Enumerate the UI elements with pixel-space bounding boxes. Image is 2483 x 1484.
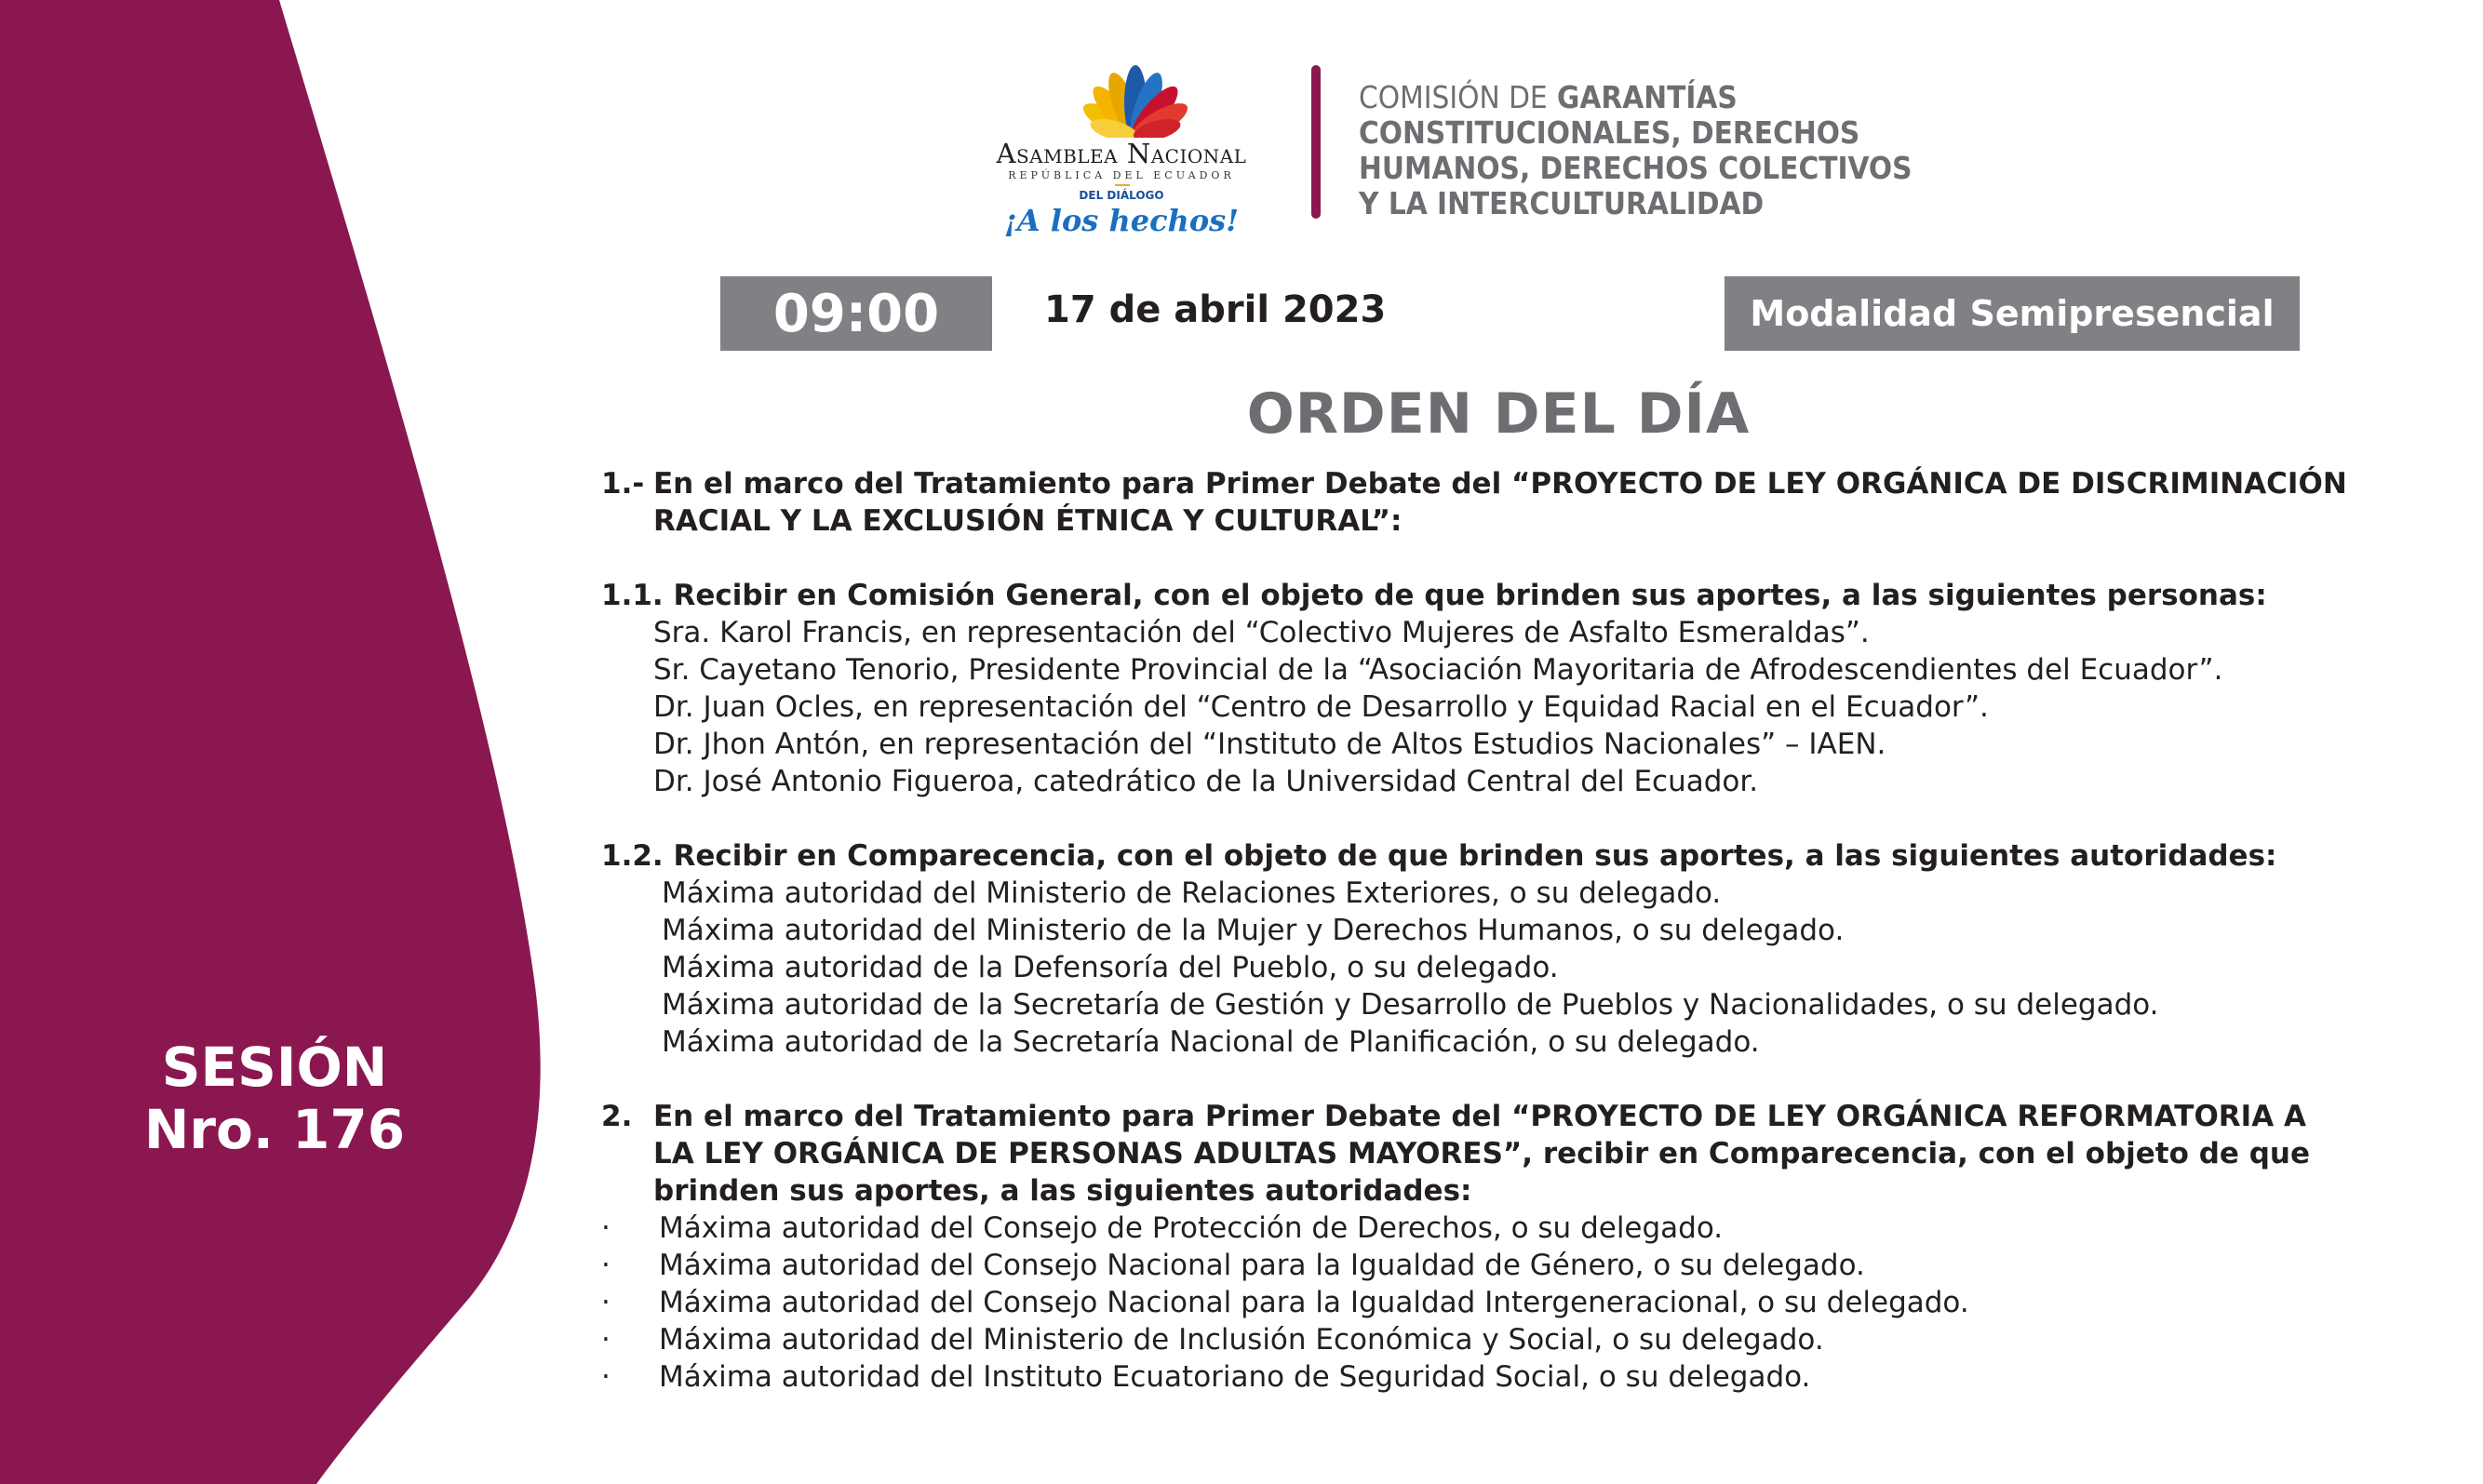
list-item: Sr. Cayetano Tenorio, Presidente Provincial de la “Asociación Mayoritaria de Afrodescendientes del Ecuador”.: [653, 653, 2223, 687]
commission-name: [1359, 80, 1936, 221]
agenda-subitem-1-1: 1.1. Recibir en Comisión General, con el objeto de que brinden sus aportes, a las siguientes personas:: [601, 579, 2267, 612]
agenda-item-text: LA LEY ORGÁNICA DE PERSONAS ADULTAS MAYORES”, recibir en Comparecencia, con el objeto de que: [653, 1137, 2310, 1170]
commission-line2: CONSTITUCIONALES, DERECHOS: [1359, 114, 1860, 151]
bullet: ·: [601, 1286, 611, 1319]
list-item: [601, 1247, 2425, 1284]
agenda-item-1: [601, 465, 2425, 502]
list-item: Dr. Juan Ocles, en representación del “Centro de Desarrollo y Equidad Racial en el Ecuador”.: [653, 690, 1989, 724]
list-item-text: Máxima autoridad del Ministerio de Inclusión Económica y Social, o su delegado.: [659, 1323, 1824, 1357]
time-badge: 09:00: [720, 276, 992, 351]
agenda-item-text: En el marco del Tratamiento para Primer Debate del “PROYECTO DE LEY ORGÁNICA DE DISCRIMINACIÓN: [653, 467, 2347, 501]
list-item: Máxima autoridad del Ministerio de Relaciones Exteriores, o su delegado.: [662, 876, 1722, 910]
header-divider: [1311, 65, 1321, 219]
list-item: Máxima autoridad del Ministerio de la Mujer y Derechos Humanos, o su delegado.: [662, 914, 1845, 947]
bullet: ·: [601, 1323, 611, 1357]
agenda-subitem-1-2: 1.2. Recibir en Comparecencia, con el objeto de que brinden sus aportes, a las siguientes autoridades:: [601, 839, 2277, 873]
item2-authorities-list: [601, 1210, 2425, 1396]
modality-badge: Modalidad Semipresencial: [1725, 276, 2300, 351]
people-list: [601, 614, 2425, 800]
list-item-text: Máxima autoridad del Consejo Nacional para la Igualdad Intergeneracional, o su delegado.: [659, 1286, 1969, 1319]
list-item-text: Máxima autoridad del Consejo Nacional para la Igualdad de Género, o su delegado.: [659, 1249, 1865, 1282]
list-item: [601, 1321, 2425, 1358]
side-panel-shape: [0, 0, 558, 1484]
agenda-title: ORDEN DEL DÍA: [1246, 381, 1751, 447]
list-item: Sra. Karol Francis, en representación del “Colectivo Mujeres de Asfalto Esmeraldas”.: [653, 616, 1870, 649]
list-item: Dr. Jhon Antón, en representación del “Instituto de Altos Estudios Nacionales” – IAEN.: [653, 728, 1886, 761]
list-item: Máxima autoridad de la Secretaría de Gestión y Desarrollo de Pueblos y Nacionalidades, o su delegado.: [662, 988, 2159, 1022]
logo-rule: [1115, 184, 1130, 186]
asamblea-logo: [968, 63, 1275, 238]
agenda-item-text: RACIAL Y LA EXCLUSIÓN ÉTNICA Y CULTURAL”:: [653, 504, 1403, 538]
logo-dialogo: DEL DIÁLOGO: [1079, 189, 1164, 202]
agenda-list: [601, 465, 2425, 1396]
agenda-item-text: brinden sus aportes, a las siguientes autoridades:: [653, 1174, 1472, 1208]
agenda-item-number: 1.-: [601, 467, 645, 501]
list-item: Dr. José Antonio Figueroa, catedrático de la Universidad Central del Ecuador.: [653, 765, 1759, 798]
commission-line3: HUMANOS, DERECHOS COLECTIVOS: [1359, 150, 1913, 186]
bullet: ·: [601, 1211, 611, 1245]
list-item: [601, 1210, 2425, 1247]
list-item-text: Máxima autoridad del Instituto Ecuatoriano de Seguridad Social, o su delegado.: [659, 1360, 1811, 1394]
list-item: [601, 1284, 2425, 1321]
sun-emblem-icon: [1042, 63, 1228, 138]
list-item: [601, 1358, 2425, 1396]
list-item: Máxima autoridad de la Secretaría Nacional de Planificación, o su delegado.: [662, 1025, 1760, 1059]
session-title: SESIÓN: [161, 1036, 388, 1099]
agenda-item-2: [601, 1098, 2425, 1135]
logo-slogan: ¡A los hechos!: [1003, 203, 1240, 238]
commission-prefix: COMISIÓN DE: [1359, 79, 1548, 115]
authorities-list: [601, 875, 2425, 1061]
agenda-item-text: En el marco del Tratamiento para Primer Debate del “PROYECTO DE LEY ORGÁNICA REFORMATORIA A: [653, 1100, 2306, 1133]
commission-line1: GARANTÍAS: [1557, 79, 1738, 115]
bullet: ·: [601, 1249, 611, 1282]
logo-name: Asamblea Nacional: [996, 138, 1247, 169]
session-number: Nro. 176: [143, 1098, 406, 1161]
commission-line4: Y LA INTERCULTURALIDAD: [1359, 185, 1765, 221]
agenda-item-number: 2.: [601, 1100, 633, 1133]
list-item-text: Máxima autoridad del Consejo de Protección de Derechos, o su delegado.: [659, 1211, 1724, 1245]
logo-subtitle: REPÚBLICA DEL ECUADOR: [1008, 169, 1235, 181]
bullet: ·: [601, 1360, 611, 1394]
list-item: Máxima autoridad de la Defensoría del Pueblo, o su delegado.: [662, 951, 1559, 984]
session-date: 17 de abril 2023: [1044, 288, 1387, 331]
